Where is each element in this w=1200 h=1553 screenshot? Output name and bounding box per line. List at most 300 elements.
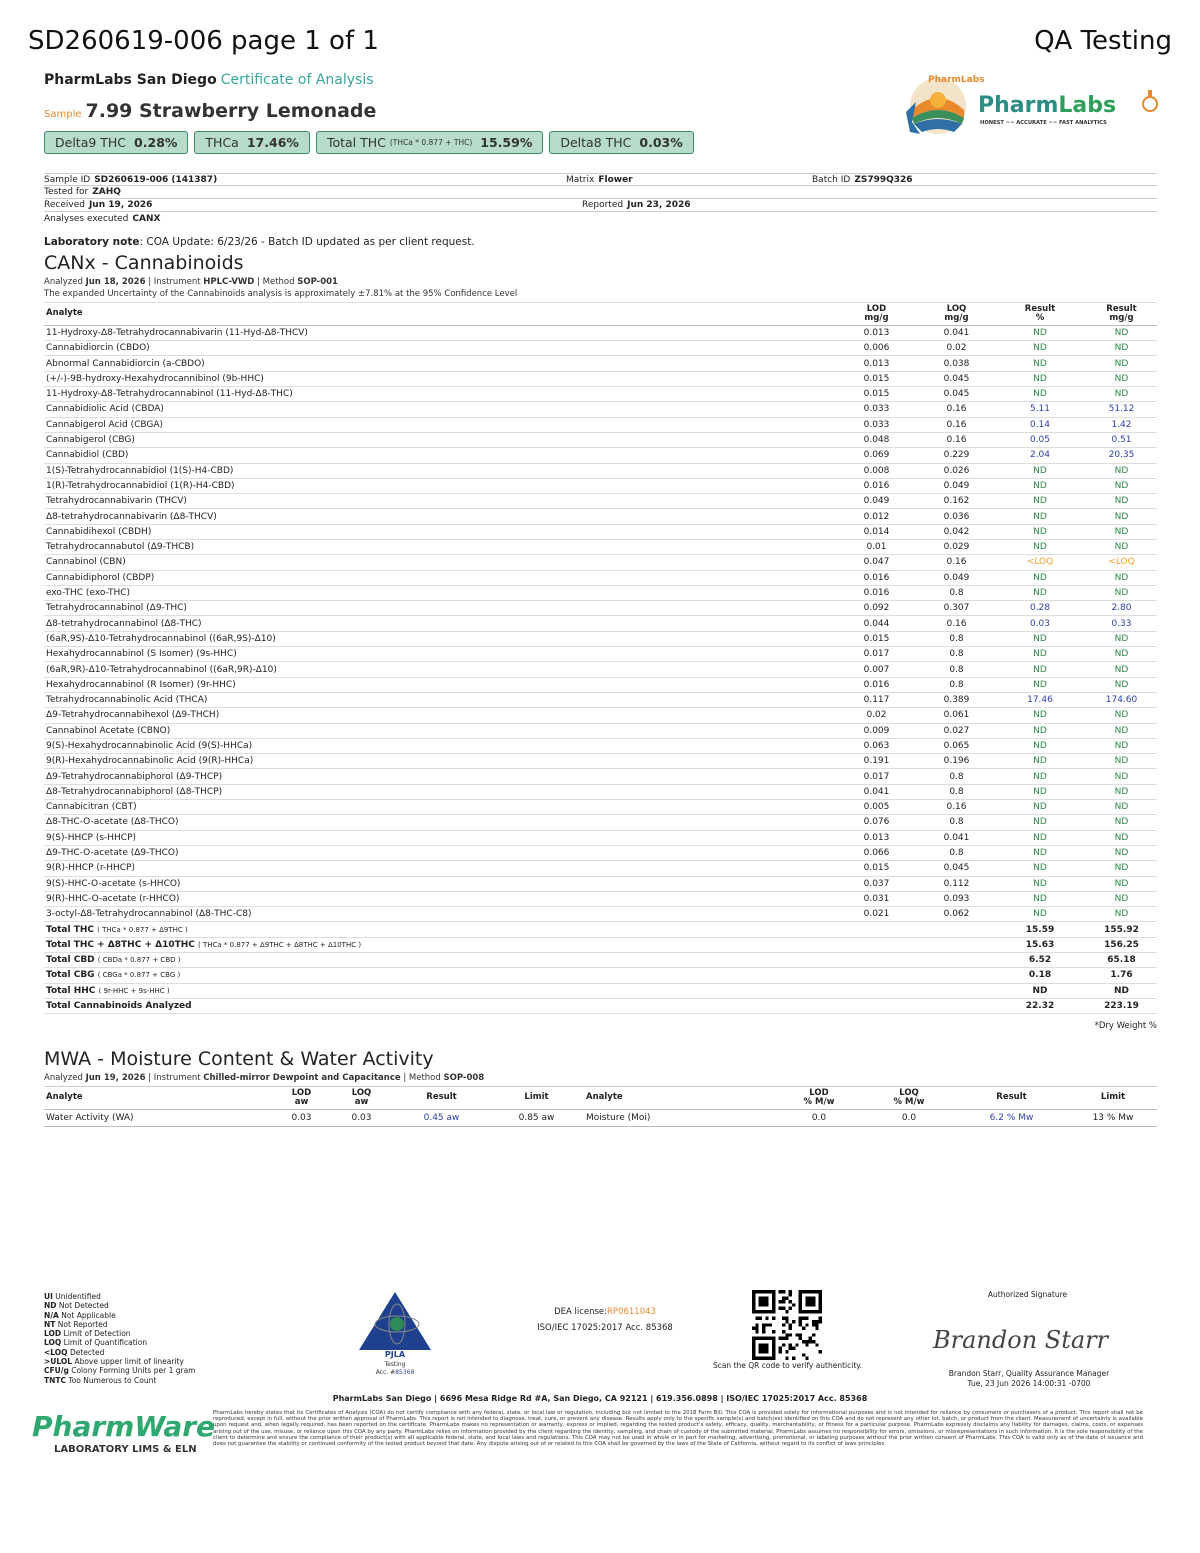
result-percent: ND [994, 585, 1086, 600]
result-mg-g: ND [1086, 907, 1157, 922]
total-mg-g: 65.18 [1086, 953, 1157, 968]
lod-value: 0.013 [834, 356, 919, 371]
signature-image [925, 1318, 1135, 1358]
result-percent: 17.46 [994, 692, 1086, 707]
total-row [44, 922, 1157, 937]
loq-value: 0.026 [919, 463, 994, 478]
result-mg-g: ND [1086, 524, 1157, 539]
potency-badges [44, 131, 694, 154]
legend-item: UI Unidentified [44, 1292, 101, 1301]
table-row [44, 432, 1157, 447]
total-percent: 15.59 [994, 922, 1086, 937]
analyte-name: 9(R)-Hexahydrocannabinolic Acid (9(R)-HHCa) [44, 754, 834, 769]
total-row [44, 998, 1157, 1013]
lod-value: 0.009 [834, 723, 919, 738]
canx-analysis-meta: Analyzed Jun 18, 2026 | Instrument HPLC-VWD | Method SOP-001 [44, 277, 338, 287]
loq-value: 0.389 [919, 692, 994, 707]
total-thc-badge: Total THC (THCa * 0.877 + THC) 15.59% [316, 131, 543, 154]
lod-value: 0.069 [834, 448, 919, 463]
table-row [44, 723, 1157, 738]
table-row [44, 570, 1157, 585]
loq-value: 0.027 [919, 723, 994, 738]
loq-value: 0.8 [919, 647, 994, 662]
analyte-name: Cannabinol Acetate (CBNO) [44, 723, 834, 738]
lod-value: 0.037 [834, 876, 919, 891]
svg-text:PharmWare: PharmWare [32, 1410, 216, 1443]
lod-value: 0.016 [834, 677, 919, 692]
total-percent: 0.18 [994, 968, 1086, 983]
result-mg-g: ND [1086, 769, 1157, 784]
total-label: Total CBG ( CBGa * 0.877 + CBG ) [44, 968, 834, 983]
table-row [44, 387, 1157, 402]
loq-value: 0.042 [919, 524, 994, 539]
table-row [44, 692, 1157, 707]
analyte-name: Cannabinol (CBN) [44, 555, 834, 570]
sample-title: Sample 7.99 Strawberry Lemonade [44, 100, 377, 122]
result-percent: 0.28 [994, 601, 1086, 616]
result-percent: ND [994, 738, 1086, 753]
result-mg-g: ND [1086, 708, 1157, 723]
loq-value: 0.8 [919, 585, 994, 600]
table-row [44, 494, 1157, 509]
analyte-name: 9(S)-HHCP (s-HHCP) [44, 830, 834, 845]
legend-item: LOD Limit of Detection [44, 1329, 131, 1339]
svg-text:PharmLabs: PharmLabs [978, 93, 1117, 118]
result-percent: ND [994, 662, 1086, 677]
cannabinoids-table [44, 302, 1157, 1014]
lod-value: 0.048 [834, 432, 919, 447]
result-percent: 0.03 [994, 616, 1086, 631]
lod-value: 0.015 [834, 861, 919, 876]
table-row [44, 371, 1157, 386]
lod-value: 0.049 [834, 494, 919, 509]
lod-value: 0.021 [834, 907, 919, 922]
loq-value: 0.8 [919, 845, 994, 860]
mwa-data-row: Water Activity (WA) 0.03 0.03 0.45 aw 0.85 aw Moisture (Moi) 0.0 0.0 6.2 % Mw 13 % Mw [44, 1109, 1157, 1126]
analyte-name: 11-Hydroxy-Δ8-Tetrahydrocannabivarin (11-Hyd-Δ8-THCV) [44, 325, 834, 340]
total-label: Total THC ( THCa * 0.877 + Δ9THC ) [44, 922, 834, 937]
table-row [44, 555, 1157, 570]
lod-value: 0.063 [834, 738, 919, 753]
loq-value: 0.16 [919, 800, 994, 815]
analyte-name: Δ9-Tetrahydrocannabihexol (Δ9-THCH) [44, 708, 834, 723]
loq-value: 0.038 [919, 356, 994, 371]
result-mg-g: 20.35 [1086, 448, 1157, 463]
table-row [44, 356, 1157, 371]
table-row [44, 647, 1157, 662]
result-percent: ND [994, 540, 1086, 555]
result-mg-g: 51.12 [1086, 402, 1157, 417]
table-row [44, 631, 1157, 646]
lod-value: 0.015 [834, 631, 919, 646]
company-name: PharmLabs San Diego Certificate of Analysis [44, 72, 374, 88]
loq-value: 0.162 [919, 494, 994, 509]
result-percent: ND [994, 784, 1086, 799]
table-row [44, 585, 1157, 600]
result-percent: ND [994, 631, 1086, 646]
analyte-name: Cannabidiol (CBD) [44, 448, 834, 463]
table-row [44, 662, 1157, 677]
pharmware-logo [32, 1406, 216, 1456]
loq-value: 0.16 [919, 555, 994, 570]
col-analyte: Analyte [44, 303, 834, 326]
result-mg-g: ND [1086, 585, 1157, 600]
document-id: SD260619-006 page 1 of 1 [28, 26, 379, 56]
loq-value: 0.093 [919, 891, 994, 906]
legend-item: >ULOL Above upper limit of linearity [44, 1357, 184, 1367]
lod-value: 0.041 [834, 784, 919, 799]
result-mg-g: ND [1086, 570, 1157, 585]
total-label: Total THC + Δ8THC + Δ10THC ( THCa * 0.877 + Δ9THC + Δ8THC + Δ10THC ) [44, 937, 834, 952]
result-mg-g: ND [1086, 509, 1157, 524]
lod-value: 0.047 [834, 555, 919, 570]
analyte-name: 9(R)-HHC-O-acetate (r-HHCO) [44, 891, 834, 906]
lod-value: 0.015 [834, 387, 919, 402]
analyte-name: 9(S)-Hexahydrocannabinolic Acid (9(S)-HHCa) [44, 738, 834, 753]
loq-value: 0.8 [919, 815, 994, 830]
table-row [44, 708, 1157, 723]
loq-value: 0.229 [919, 448, 994, 463]
legal-disclaimer: PharmLabs hereby states that its Certificates of Analysis (COA) do not certify compliance with any federal, state, or local law or regulation, including but not limited to the 2018 Farm Bill. This COA is provided solely for informational purposes and is not intended for reliance by consumers or purchasers of a product. This report shall not be reproduced, except in full, without the prior written approval of PharmLabs. This report is not intended to diagnose, treat, cure, or prevent any disease. Results apply only to the specific sample(s) and batch(es) identified on this COA and do not represent any other lot, batch, or product from the client. Measurement of uncertainty is available upon request and, when legally required, has been reported on the certificate. PharmLabs makes no representation or warranty, express or implied, regarding the tested product's safety, efficacy, quality, merchantability, or fitness for a particular purpose. PharmLabs expressly disclaims any liability for damages, claims, costs, or expenses arising out of the use, misuse, or reliance upon this COA by any party. PharmLabs relies on information provided by the client regarding the identity, sampling, and chain of custody of the submitted material. PharmLabs assumes no responsibility for errors, omissions, or misrepresentations in such information. It is the sole responsibility of the client to determine and ensure the compliance of their product(s) with all applicable federal, state, and local laws and regulations. This COA may not be used in whole or in part for marketing, advertising, promotional, or labeling purposes without the prior written consent of PharmLabs. This COA is valid only as of the date of issuance and does not guarantee the stability or continued conformity of the tested product beyond that date. Any dispute arising out of or related to this COA shall be governed by the laws of the State of California, without regard to its conflict of laws principles. [213, 1410, 1143, 1448]
analyte-name: Δ9-Tetrahydrocannabiphorol (Δ9-THCP) [44, 769, 834, 784]
table-header-row [44, 303, 1157, 326]
qr-instructions: Scan the QR code to verify authenticity. [712, 1361, 863, 1370]
result-percent: ND [994, 769, 1086, 784]
result-percent: ND [994, 677, 1086, 692]
table-row [44, 800, 1157, 815]
lod-value: 0.191 [834, 754, 919, 769]
analyte-name: Tetrahydrocannabinol (Δ9-THC) [44, 601, 834, 616]
table-row [44, 509, 1157, 524]
col-lod: LOD mg/g [834, 303, 919, 326]
table-row [44, 341, 1157, 356]
lod-value: 0.013 [834, 325, 919, 340]
result-percent: ND [994, 708, 1086, 723]
result-mg-g: 2.80 [1086, 601, 1157, 616]
svg-text:Brandon Starr: Brandon Starr [933, 1326, 1109, 1354]
total-label: Total Cannabinoids Analyzed [44, 998, 834, 1013]
table-row [44, 907, 1157, 922]
analyte-name: (6aR,9R)-Δ10-Tetrahydrocannabinol ((6aR,9R)-Δ10) [44, 662, 834, 677]
total-row [44, 937, 1157, 952]
lod-value: 0.014 [834, 524, 919, 539]
legend-item: <LOQ Detected [44, 1347, 105, 1357]
result-mg-g: ND [1086, 325, 1157, 340]
analyte-name: Δ8-THC-O-acetate (Δ8-THCO) [44, 815, 834, 830]
abbreviation-legend [44, 1292, 195, 1385]
result-percent: ND [994, 509, 1086, 524]
thca-badge: THCa 17.46% [194, 131, 310, 154]
lod-value: 0.016 [834, 478, 919, 493]
result-mg-g: ND [1086, 815, 1157, 830]
legend-item: ND Not Detected [44, 1301, 109, 1311]
table-row [44, 463, 1157, 478]
sample-name: 7.99 Strawberry Lemonade [85, 100, 377, 122]
sample-info: Sample ID SD260619-006 (141387) Matrix Flower Batch ID ZS799Q326 Tested for ZAHQ Received Jun 19, 2026 Reported Jun 23, 2026 Analyses executed CANX [44, 173, 1157, 225]
lod-value: 0.006 [834, 341, 919, 356]
loq-value: 0.16 [919, 417, 994, 432]
lod-value: 0.017 [834, 769, 919, 784]
lod-value: 0.005 [834, 800, 919, 815]
table-row [44, 876, 1157, 891]
analyte-name: Cannabicitran (CBT) [44, 800, 834, 815]
pjla-accreditation-logo [355, 1290, 435, 1376]
loq-value: 0.029 [919, 540, 994, 555]
lod-value: 0.016 [834, 570, 919, 585]
legend-item: NT Not Reported [44, 1319, 108, 1329]
qa-testing-label: QA Testing [1034, 26, 1172, 56]
col-loq: LOQ mg/g [919, 303, 994, 326]
total-row [44, 983, 1157, 998]
loq-value: 0.045 [919, 371, 994, 386]
result-percent: ND [994, 524, 1086, 539]
loq-value: 0.045 [919, 387, 994, 402]
total-mg-g: 223.19 [1086, 998, 1157, 1013]
table-row [44, 830, 1157, 845]
col-result-mg: Result mg/g [1086, 303, 1157, 326]
total-row [44, 968, 1157, 983]
result-mg-g: 0.33 [1086, 616, 1157, 631]
loq-value: 0.036 [919, 509, 994, 524]
legend-item: CFU/g Colony Forming Units per 1 gram [44, 1366, 196, 1376]
svg-text:PharmLabs: PharmLabs [928, 75, 985, 85]
analyte-name: Δ8-Tetrahydrocannabiphorol (Δ8-THCP) [44, 784, 834, 799]
lod-value: 0.02 [834, 708, 919, 723]
result-mg-g: ND [1086, 371, 1157, 386]
analyte-name: Tetrahydrocannabivarin (THCV) [44, 494, 834, 509]
lod-value: 0.031 [834, 891, 919, 906]
total-mg-g: 1.76 [1086, 968, 1157, 983]
loq-value: 0.041 [919, 325, 994, 340]
svg-text:LABORATORY LIMS & ELN: LABORATORY LIMS & ELN [54, 1444, 197, 1455]
total-row [44, 953, 1157, 968]
result-mg-g: ND [1086, 861, 1157, 876]
analyte-name: Tetrahydrocannabutol (Δ9-THCB) [44, 540, 834, 555]
loq-value: 0.307 [919, 601, 994, 616]
result-mg-g: ND [1086, 647, 1157, 662]
lod-value: 0.076 [834, 815, 919, 830]
lod-value: 0.015 [834, 371, 919, 386]
analyte-name: Abnormal Cannabidiorcin (a-CBDO) [44, 356, 834, 371]
loq-value: 0.049 [919, 478, 994, 493]
table-row [44, 402, 1157, 417]
svg-text:Acc. #85368: Acc. #85368 [375, 1369, 415, 1376]
table-row [44, 845, 1157, 860]
table-row [44, 417, 1157, 432]
analyte-name: Cannabidiolic Acid (CBDA) [44, 402, 834, 417]
loq-value: 0.8 [919, 662, 994, 677]
lab-address: PharmLabs San Diego | 6696 Mesa Ridge Rd #A, San Diego, CA 92121 | 619.356.0898 | ISO/IEC 17025:2017 Acc. 85368 [332, 1394, 868, 1403]
lod-value: 0.01 [834, 540, 919, 555]
loq-value: 0.16 [919, 616, 994, 631]
analyte-name: Cannabidiphorol (CBDP) [44, 570, 834, 585]
mwa-header-row: Analyte LOD aw LOQ aw Result Limit Analyte LOD % M/w LOQ % M/w Result Limit [44, 1087, 1157, 1110]
result-percent: ND [994, 845, 1086, 860]
lod-value: 0.012 [834, 509, 919, 524]
result-percent: 5.11 [994, 402, 1086, 417]
result-mg-g: ND [1086, 662, 1157, 677]
analyte-name: Cannabigerol Acid (CBGA) [44, 417, 834, 432]
table-row [44, 601, 1157, 616]
result-percent: ND [994, 341, 1086, 356]
lod-value: 0.033 [834, 402, 919, 417]
svg-text:HONEST ~~ ACCURATE ~~ FAST ANA: HONEST ~~ ACCURATE ~~ FAST ANALYTICS [980, 120, 1107, 126]
result-percent: 0.14 [994, 417, 1086, 432]
canx-section-title: CANx - Cannabinoids [44, 252, 244, 274]
total-mg-g: ND [1086, 983, 1157, 998]
legend-item: LOQ Limit of Quantification [44, 1338, 148, 1348]
loq-value: 0.049 [919, 570, 994, 585]
legend-item: TNTC Too Numerous to Count [44, 1375, 157, 1385]
result-mg-g: 0.51 [1086, 432, 1157, 447]
result-mg-g: ND [1086, 631, 1157, 646]
table-row [44, 478, 1157, 493]
result-mg-g: ND [1086, 891, 1157, 906]
result-percent: ND [994, 325, 1086, 340]
table-row [44, 616, 1157, 631]
analyte-name: Hexahydrocannabinol (S Isomer) (9s-HHC) [44, 647, 834, 662]
total-percent: ND [994, 983, 1086, 998]
result-percent: ND [994, 723, 1086, 738]
table-row [44, 815, 1157, 830]
result-mg-g: ND [1086, 463, 1157, 478]
total-mg-g: 156.25 [1086, 937, 1157, 952]
result-mg-g: 1.42 [1086, 417, 1157, 432]
result-mg-g: ND [1086, 830, 1157, 845]
result-percent: ND [994, 907, 1086, 922]
loq-value: 0.062 [919, 907, 994, 922]
total-percent: 15.63 [994, 937, 1086, 952]
loq-value: 0.061 [919, 708, 994, 723]
loq-value: 0.8 [919, 631, 994, 646]
result-mg-g: ND [1086, 800, 1157, 815]
result-mg-g: ND [1086, 387, 1157, 402]
loq-value: 0.112 [919, 876, 994, 891]
pharmlabs-logo [902, 72, 1164, 144]
total-percent: 22.32 [994, 998, 1086, 1013]
lod-value: 0.017 [834, 647, 919, 662]
result-percent: 0.05 [994, 432, 1086, 447]
table-row [44, 540, 1157, 555]
dry-weight-note: *Dry Weight % [1094, 1021, 1157, 1031]
result-mg-g: ND [1086, 356, 1157, 371]
analyte-name: Tetrahydrocannabinolic Acid (THCA) [44, 692, 834, 707]
analyte-name: 11-Hydroxy-Δ8-Tetrahydrocannabinol (11-Hyd-Δ8-THC) [44, 387, 834, 402]
canx-uncertainty: The expanded Uncertainty of the Cannabinoids analysis is approximately ±7.81% at the 95% Confidence Level [44, 289, 518, 299]
authorized-signature-label: Authorized Signature [987, 1290, 1068, 1299]
result-percent: ND [994, 800, 1086, 815]
result-percent: <LOQ [994, 555, 1086, 570]
table-row [44, 738, 1157, 753]
loq-value: 0.196 [919, 754, 994, 769]
lod-value: 0.033 [834, 417, 919, 432]
lod-value: 0.007 [834, 662, 919, 677]
mwa-section-title: MWA - Moisture Content & Water Activity [44, 1048, 434, 1070]
dea-license: DEA license:RP0611043 ISO/IEC 17025:2017 Acc. 85368 [537, 1307, 673, 1333]
result-percent: ND [994, 371, 1086, 386]
table-row [44, 784, 1157, 799]
lod-value: 0.044 [834, 616, 919, 631]
result-mg-g: ND [1086, 754, 1157, 769]
result-percent: 2.04 [994, 448, 1086, 463]
analyte-name: (+/-)-9B-hydroxy-Hexahydrocannibinol (9b-HHC) [44, 371, 834, 386]
analyte-name: Hexahydrocannabinol (R Isomer) (9r-HHC) [44, 677, 834, 692]
delta9-thc-badge: Delta9 THC 0.28% [44, 131, 188, 154]
result-percent: ND [994, 570, 1086, 585]
total-label: Total CBD ( CBDa * 0.877 + CBD ) [44, 953, 834, 968]
lod-value: 0.066 [834, 845, 919, 860]
analyte-name: exo-THC (exo-THC) [44, 585, 834, 600]
analyte-name: (6aR,9S)-Δ10-Tetrahydrocannabinol ((6aR,9S)-Δ10) [44, 631, 834, 646]
loq-value: 0.8 [919, 784, 994, 799]
analyte-name: Cannabigerol (CBG) [44, 432, 834, 447]
table-row [44, 754, 1157, 769]
loq-value: 0.02 [919, 341, 994, 356]
result-mg-g: 174.60 [1086, 692, 1157, 707]
result-percent: ND [994, 754, 1086, 769]
loq-value: 0.16 [919, 432, 994, 447]
analyte-name: 9(S)-HHC-O-acetate (s-HHCO) [44, 876, 834, 891]
svg-text:Testing: Testing [384, 1361, 406, 1368]
analyte-name: 1(R)-Tetrahydrocannabidiol (1(R)-H4-CBD) [44, 478, 834, 493]
analyte-name: Δ9-THC-O-acetate (Δ9-THCO) [44, 845, 834, 860]
result-percent: ND [994, 494, 1086, 509]
col-result-pct: Result % [994, 303, 1086, 326]
analyte-name: 1(S)-Tetrahydrocannabidiol (1(S)-H4-CBD) [44, 463, 834, 478]
analyte-name: Δ8-tetrahydrocannabivarin (Δ8-THCV) [44, 509, 834, 524]
lod-value: 0.016 [834, 585, 919, 600]
table-row [44, 524, 1157, 539]
result-percent: ND [994, 478, 1086, 493]
result-mg-g: ND [1086, 540, 1157, 555]
table-row [44, 769, 1157, 784]
lod-value: 0.008 [834, 463, 919, 478]
legend-item: N/A Not Applicable [44, 1310, 116, 1320]
table-row [44, 325, 1157, 340]
result-percent: ND [994, 830, 1086, 845]
delta8-thc-badge: Delta8 THC 0.03% [549, 131, 693, 154]
result-mg-g: <LOQ [1086, 555, 1157, 570]
total-label: Total HHC ( 9r-HHC + 9s-HHC ) [44, 983, 834, 998]
result-mg-g: ND [1086, 723, 1157, 738]
result-mg-g: ND [1086, 738, 1157, 753]
lod-value: 0.092 [834, 601, 919, 616]
loq-value: 0.041 [919, 830, 994, 845]
moisture-table [44, 1086, 1157, 1127]
result-mg-g: ND [1086, 494, 1157, 509]
lod-value: 0.013 [834, 830, 919, 845]
result-percent: ND [994, 876, 1086, 891]
result-percent: ND [994, 861, 1086, 876]
total-mg-g: 155.92 [1086, 922, 1157, 937]
table-row [44, 861, 1157, 876]
result-percent: ND [994, 815, 1086, 830]
result-mg-g: ND [1086, 341, 1157, 356]
loq-value: 0.065 [919, 738, 994, 753]
verification-qr-code[interactable] [752, 1290, 822, 1360]
analyte-name: Cannabidiorcin (CBDO) [44, 341, 834, 356]
loq-value: 0.8 [919, 769, 994, 784]
loq-value: 0.045 [919, 861, 994, 876]
loq-value: 0.16 [919, 402, 994, 417]
analyte-name: Cannabidihexol (CBDH) [44, 524, 834, 539]
result-mg-g: ND [1086, 784, 1157, 799]
total-percent: 6.52 [994, 953, 1086, 968]
analyte-name: 3-octyl-Δ8-Tetrahydrocannabinol (Δ8-THC-C8) [44, 907, 834, 922]
result-percent: ND [994, 356, 1086, 371]
result-percent: ND [994, 463, 1086, 478]
laboratory-note: Laboratory note: COA Update: 6/23/26 - Batch ID updated as per client request. [44, 236, 475, 248]
